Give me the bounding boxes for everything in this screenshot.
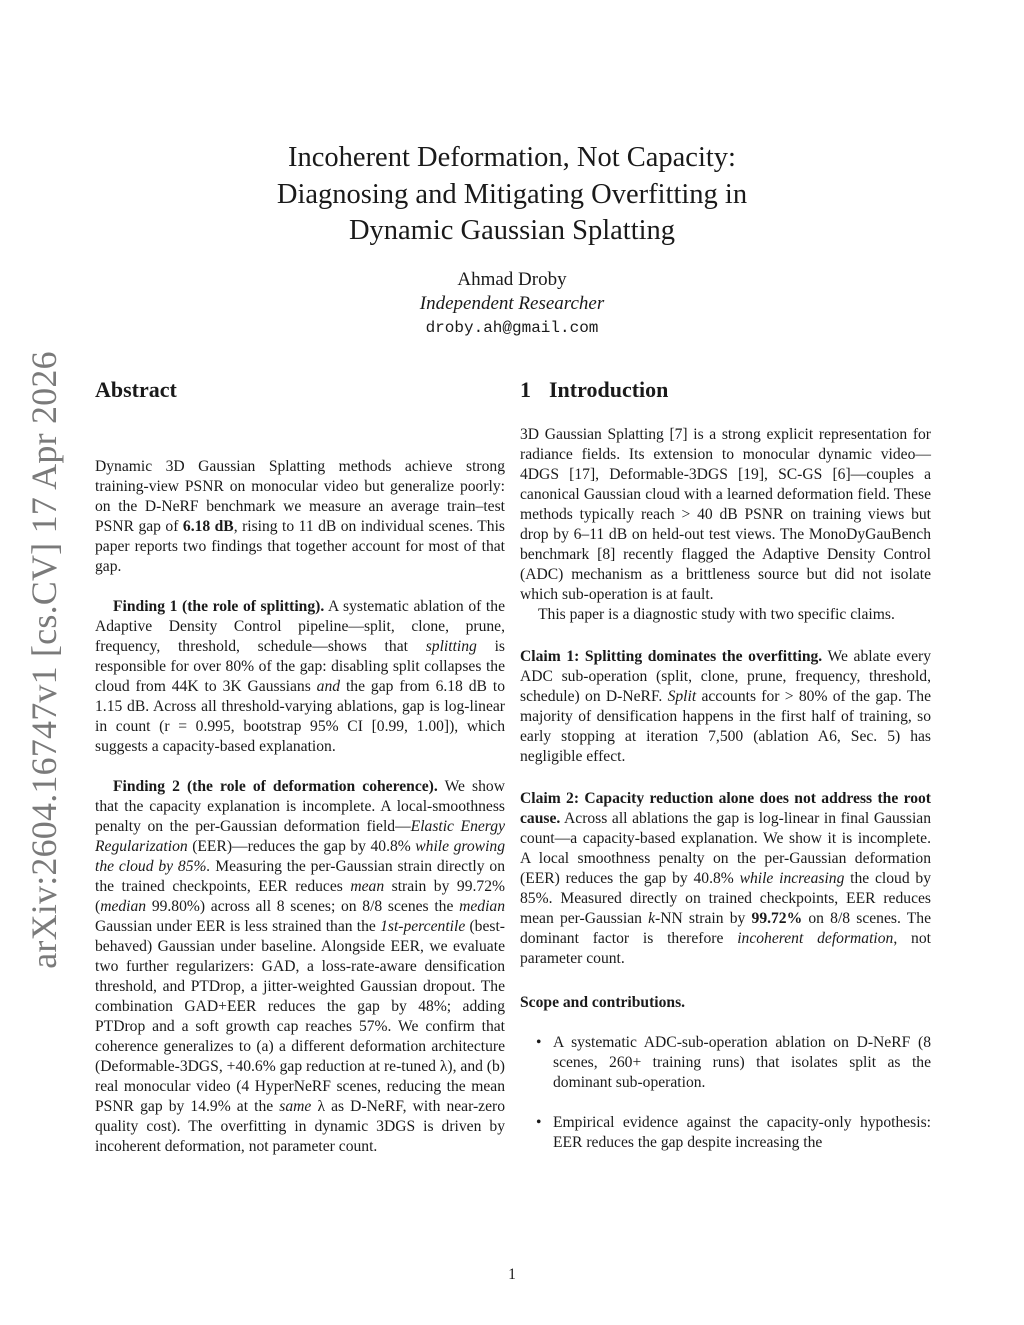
author-name: Ahmad Droby xyxy=(457,269,567,290)
intro-paragraph-1: 3D Gaussian Splatting [7] is a strong explicit representation for radiance fields. Its extension to monocular dynamic video—4DGS [17], Deformable-3DGS [19], SC-GS [6]—couples a canonical Gaussian cloud with a learned deformation field. These methods typically reach > 40 dB PSNR on training views but drop by 6–11 dB on held-out test views. The MonoDyGauBench benchmark [8] recently flagged the Adaptive Density Control (ADC) mechanism as a brittleness source but did not isolate which sub-operation is at fault. xyxy=(520,426,931,603)
page-number: 1 xyxy=(508,1266,516,1283)
scope-heading: Scope and contributions. xyxy=(520,994,686,1011)
title-line-1: Incoherent Deformation, Not Capacity: xyxy=(288,142,736,173)
right-column xyxy=(520,375,931,1153)
left-column xyxy=(95,375,505,1157)
intro-paragraph-2: This paper is a diagnostic study with two specific claims. xyxy=(538,606,895,623)
claim-2-paragraph: Claim 2: Capacity reduction alone does not address the root cause. Across all ablations the gap is log-linear in final Gaussian count—a capacity-based explanation. We show it is incomplete. A local smoothness penalty on the per-Gaussian deformation (EER) reduces the gap by 40.8% while increasing the cloud by 85%. Measured directly on trained checkpoints, EER reduces mean per-Gaussian k-NN strain by 99.72% on 8/8 scenes. The dominant factor is therefore incoherent deformation, not parameter count. xyxy=(520,790,932,967)
author-email[interactable]: droby.ah@gmail.com xyxy=(425,319,599,337)
introduction-heading: 1 Introduction xyxy=(520,377,669,402)
abstract-paragraph: Dynamic 3D Gaussian Splatting methods achieve strong training-view PSNR on monocular video but generalize poorly: on the D-NeRF benchmark we measure an average train–test PSNR gap of 6.18 dB, rising to 11 dB on individual scenes. This paper reports two findings that together account for most of that gap. xyxy=(95,458,505,575)
abstract-heading: Abstract xyxy=(95,377,177,402)
list-item: • A systematic ADC-sub-operation ablation on D-NeRF (8 scenes, 260+ training runs) that isolates split as the dominant sub-operation. xyxy=(520,1033,931,1093)
contributions-list xyxy=(520,1033,931,1153)
finding-2-paragraph: Finding 2 (the role of deformation coherence). We show that the capacity explanation is incomplete. A local-smoothness penalty on the per-Gaussian deformation field—Elastic Energy Regularization (EER)—reduces the gap by 40.8% while growing the cloud by 85%. Measuring the per-Gaussian strain directly on the trained checkpoints, EER reduces mean strain by 99.72% (median 99.80%) across all 8 scenes; on 8/8 scenes the median Gaussian under EER is less strained than the 1st-percentile (best-behaved) Gaussian under baseline. Alongside EER, we evaluate two further regularizers: GAD, a loss-rate-aware densification threshold, and PTDrop, a jitter-weighted Gaussian dropout. The combination GAD+EER reduces the gap by 48%; adding PTDrop and a soft growth cap reaches 57%. We confirm that coherence generalizes to (a) a different deformation architecture (Deformable-3DGS, +40.6% gap reduction at re-tuned λ), and (b) real monocular video (4 HyperNeRF scenes, reducing the mean PSNR gap by 14.9% at the same λ as D-NeRF, with near-zero quality cost). The overfitting in dynamic 3DGS is driven by incoherent deformation, not parameter count. xyxy=(95,778,506,1155)
list-item: • Empirical evidence against the capacity-only hypothesis: EER reduces the gap despite increasing the xyxy=(520,1113,931,1153)
paper-title xyxy=(212,140,812,250)
author-affiliation: Independent Researcher xyxy=(419,293,605,314)
author-block xyxy=(312,268,712,340)
title-line-3: Dynamic Gaussian Splatting xyxy=(348,215,676,246)
finding-1-paragraph: Finding 1 (the role of splitting). A systematic ablation of the Adaptive Density Control pipeline—split, clone, prune, frequency, threshold, schedule—shows that splitting is responsible for over 80% of the gap: disabling split collapses the cloud from 44K to 3K Gaussians and the gap from 6.18 dB to 1.15 dB. Across all threshold-varying ablations, gap is log-linear in count (r = 0.995, bootstrap 95% CI [0.99, 1.00]), which suggests a capacity-based explanation. xyxy=(95,598,505,755)
title-line-2: Diagnosing and Mitigating Overfitting in xyxy=(276,178,748,210)
claim-1-paragraph: Claim 1: Splitting dominates the overfitting. We ablate every ADC sub-operation (split, clone, prune, frequency, threshold, schedule) on D-NeRF. Split accounts for > 80% of the gap. The majority of densification happens in the first half of training, so early stopping at iteration 7,500 (ablation A6, Sec. 5) has negligible effect. xyxy=(520,648,932,765)
